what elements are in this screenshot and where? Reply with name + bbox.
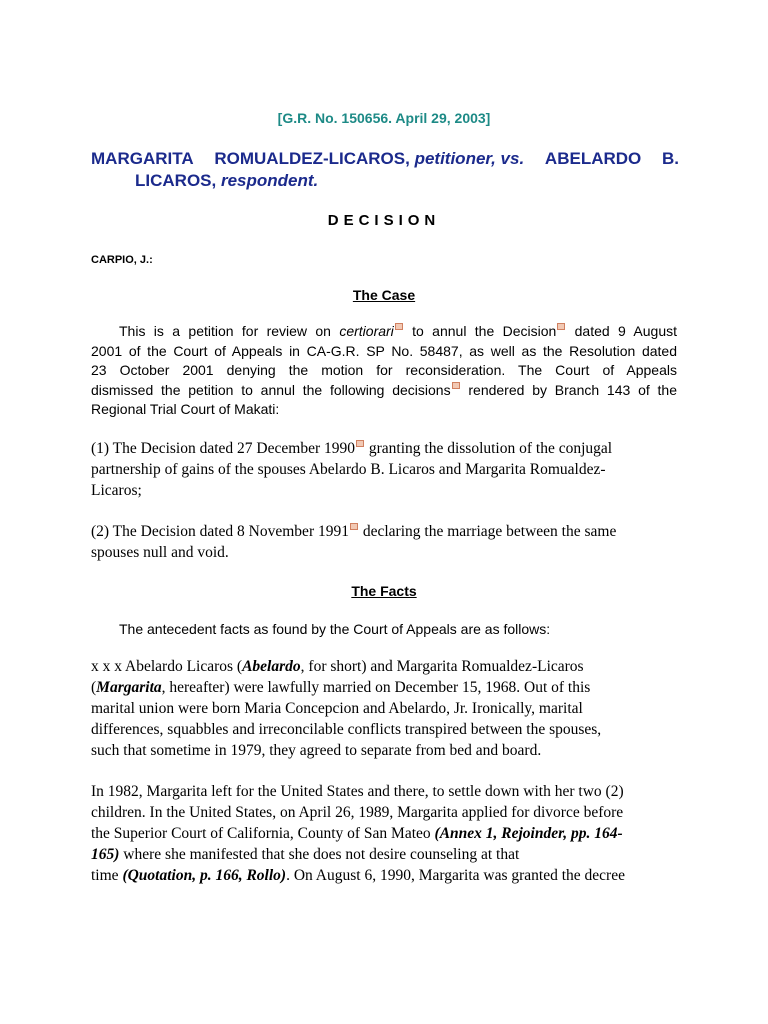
petitioner-first-name: MARGARITA [91,149,194,168]
footnote-link[interactable] [452,382,460,389]
petitioner-surname: ROMUALDEZ-LICAROS, [214,149,410,168]
respondent-initial: B. [662,149,679,168]
footnote-link[interactable] [350,523,358,530]
footnote-link[interactable] [395,323,403,330]
decision-item-2: (2) The Decision dated 8 November 1991 declaring the marriage between the same spouses null and void. [91,523,617,561]
footnote-link[interactable] [557,323,565,330]
case-parties: MARGARITA ROMUALDEZ-LICAROS, petitioner, vs. ABELARDO B. LICAROS, respondent. [91,149,679,190]
respondent-first-name: ABELARDO [544,149,642,168]
decision-item-1: (1) The Decision dated 27 December 1990 granting the dissolution of the conjugal partnership of gains of the spouses Abelardo B. Licaros and Margarita Romualdez- Licaros; [91,440,613,499]
respondent-role: respondent. [220,171,319,190]
case-paragraph: This is a petition for review on certiorari to annul the Decision dated 9 August 2001 of the Court of Appeals in CA-G.R. SP No. 58487, as well as the Resolution dated 23 October 2001 denying the motion for reconsideration. The Court of Appeals dismissed the petition to annul the following decisions rendered by Branch 143 of the Regional Trial Court of Makati: [91,323,677,417]
ponente: CARPIO, J.: [91,254,153,266]
section-heading-facts: The Facts [351,583,417,599]
footnote-link[interactable] [356,440,364,447]
decision-title: DECISION [327,212,441,229]
facts-quote-2: In 1982, Margarita left for the United States and there, to settle down with her two (2) children. In the United States, on April 26, 1989, Margarita applied for divorce before the Superior Court of California, County of San Mateo (Annex 1, Rejoinder, pp. 164- 165) where she manifested that she does not desire counseling at that time (Quotation, p. 166, Rollo). On August 6, 1990, Margarita was granted the decree [91,783,625,884]
respondent-surname: LICAROS, [135,171,217,190]
case-number: [G.R. No. 150656. April 29, 2003] [277,110,491,126]
facts-intro: The antecedent facts as found by the Court of Appeals are as follows: [119,621,551,637]
section-heading-case: The Case [352,287,416,303]
facts-quote-1: x x x Abelardo Licaros (Abelardo, for short) and Margarita Romualdez-Licaros (Margarita, hereafter) were lawfully married on December 15, 1968. Out of this marital union were born Maria Concepcion and Abelardo, Jr. Ironically, marital differences, squabbles and irreconcilable conflicts transpired between the spouses, such that sometime in 1979, they agreed to separate from bed and board. [91,658,602,759]
versus: vs. [500,149,525,168]
petitioner-role: petitioner [414,149,492,168]
